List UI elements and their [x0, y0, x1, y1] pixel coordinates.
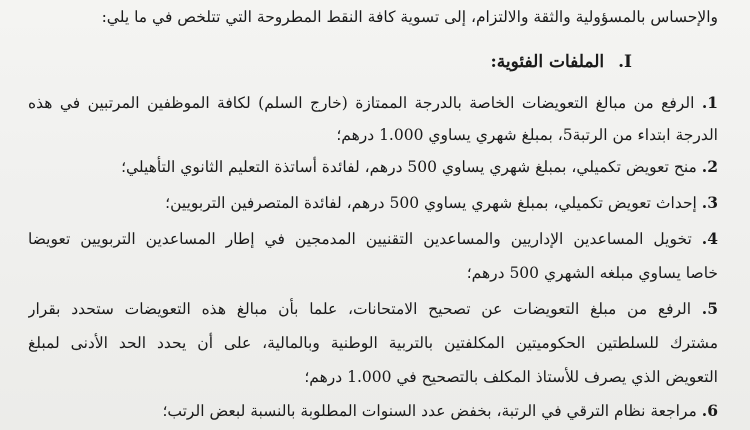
list-item-2 — [28, 156, 718, 178]
item-number: 3. — [701, 193, 718, 212]
list-item-6 — [28, 400, 718, 422]
section-title: الملفات الفئوية: — [490, 52, 605, 72]
list-item-5-line-2: مشترك للسلطتين الحكوميتين المكلفتين بالتربية الوطنية وبالمالية، على أن يحدد الحد الأدنى لمبلغ — [28, 334, 718, 352]
intro-line: والإحساس بالمسؤولية والثقة والالتزام، إلى تسوية كافة النقط المطروحة التي تتلخص في ما يلي: — [101, 8, 718, 26]
item-number: 1. — [701, 93, 718, 112]
item-number: 5. — [701, 299, 718, 318]
list-item-1-line-2: الدرجة ابتداء من الرتبة5، بمبلغ شهري يساوي 1.000 درهم؛ — [336, 126, 718, 144]
item-text: الرفع من مبالغ التعويضات الخاصة بالدرجة الممتازة (خارج السلم) لكافة الموظفين المرتبين في هذه — [28, 94, 695, 112]
list-item-4-line-1 — [28, 228, 718, 250]
item-text: مراجعة نظام الترقي في الرتبة، بخفض عدد السنوات المطلوبة بالنسبة لبعض الرتب؛ — [162, 402, 697, 420]
item-text: الرفع من مبلغ التعويضات عن تصحيح الامتحانات، علما بأن مبالغ هذه التعويضات ستحدد بقرار — [28, 300, 692, 318]
item-number: 4. — [701, 229, 718, 248]
list-item-5-line-3: التعويض الذي يصرف للأستاذ المكلف بالتصحيح في 1.000 درهم؛ — [304, 368, 718, 386]
list-item-4-line-2: خاصا يساوي مبلغه الشهري 500 درهم؛ — [466, 264, 718, 282]
section-number: I. — [618, 52, 632, 72]
item-text: إحداث تعويض تكميلي، بمبلغ شهري يساوي 500 درهم، لفائدة المتصرفين التربويين؛ — [165, 194, 697, 212]
list-item-1-line-1 — [28, 92, 718, 114]
item-text: تخويل المساعدين الإداريين والمساعدين التقنيين المدمجين في إطار المساعدين التربويين تعويضا — [28, 230, 692, 248]
section-heading — [491, 50, 632, 74]
item-number: 6. — [701, 401, 718, 420]
list-item-5-line-1 — [28, 298, 718, 320]
item-text: منح تعويض تكميلي، بمبلغ شهري يساوي 500 درهم، لفائدة أساتذة التعليم الثانوي التأهيلي؛ — [121, 158, 697, 176]
list-item-3 — [28, 192, 718, 214]
item-number: 2. — [701, 157, 718, 176]
